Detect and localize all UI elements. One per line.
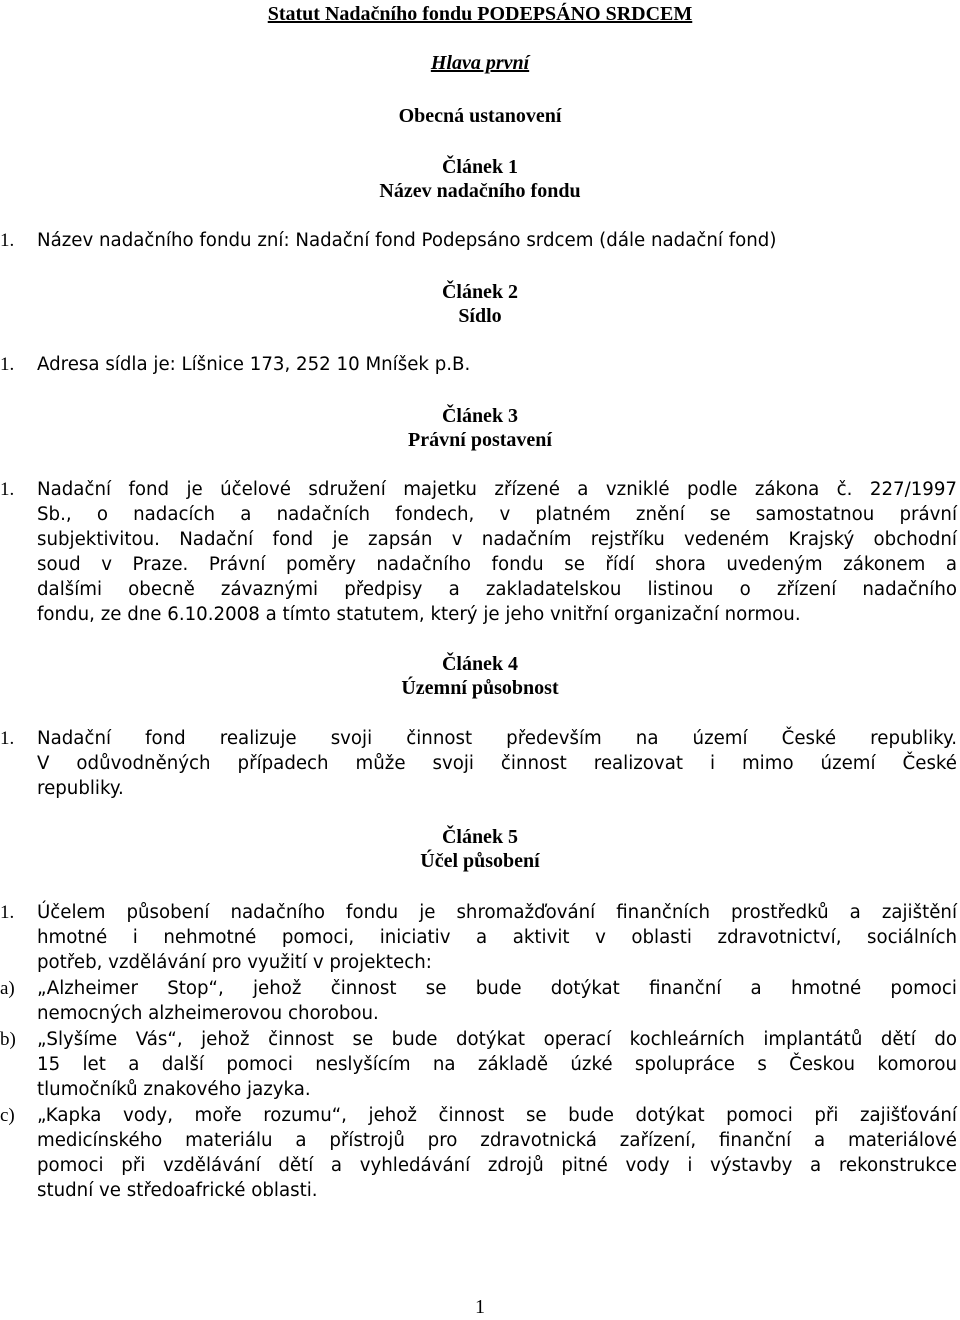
- article-2-heading: Sídlo: [458, 305, 502, 327]
- list-marker-b: b): [0, 1029, 16, 1050]
- article-2-text: Adresa sídla je: Líšnice 173, 252 10 Mníšek p.B.: [37, 354, 471, 375]
- article-3-line: fondu, ze dne 6.10.2008 a tímto statutem, který je jeho vnitřní organizační normou.: [37, 604, 801, 625]
- list-item-b-line: 15 let a další pomoci neslyšícím na základě úzké spolupráce s Českou komorou: [37, 1054, 957, 1075]
- article-2-label: Článek 2: [441, 281, 519, 303]
- article-5-line: hmotné i nehmotné pomoci, iniciativ a aktivit v oblasti zdravotnictví, sociálních: [37, 927, 957, 948]
- page-number: 1: [475, 1296, 485, 1318]
- article-5-heading: Účel působení: [420, 850, 540, 872]
- article-3-line: dalšími obecně závaznými předpisy a zakladatelskou listinou o zřízení nadačního: [37, 579, 957, 600]
- article-4-line: Nadační fond realizuje svoji činnost především na území České republiky.: [37, 728, 957, 749]
- part-heading: Hlava první: [430, 52, 530, 74]
- article-4-heading: Územní působnost: [401, 677, 559, 699]
- list-item-c-line: studní ve středoafrické oblasti.: [37, 1180, 318, 1201]
- list-marker-c: c): [0, 1105, 15, 1126]
- list-item-b-line: „Slyšíme Vás“, jehož činnost se bude dotýkat operací kochleárních implantátů dětí do: [37, 1029, 957, 1050]
- list-item-c-line: medicínského materiálu a přístrojů pro zdravotnická zařízení, finanční a materiálové: [37, 1130, 957, 1151]
- list-item-c-line: pomoci při vzdělávání dětí a vyhledávání zdrojů pitné vody i výstavby a rekonstrukce: [37, 1155, 957, 1176]
- list-marker-a: a): [0, 978, 15, 999]
- list-item-c-line: „Kapka vody, moře rozumu“, jehož činnost se bude dotýkat pomoci při zajišťování: [37, 1105, 957, 1126]
- article-5-line: potřeb, vzdělávání pro využití v projektech:: [37, 952, 432, 973]
- article-4-item-number: 1.: [0, 728, 15, 749]
- article-3-line: Sb., o nadacích a nadačních fondech, v platném znění se samostatnou právní: [37, 504, 957, 525]
- article-1-heading: Název nadačního fondu: [379, 180, 581, 202]
- article-4-label: Článek 4: [441, 653, 519, 675]
- article-3-line: Nadační fond je účelové sdružení majetku zřízené a vzniklé podle zákona č. 227/1997: [37, 479, 957, 500]
- article-5-item-number: 1.: [0, 902, 15, 923]
- article-3-label: Článek 3: [441, 405, 519, 427]
- list-item-b-line: tlumočníků znakového jazyka.: [37, 1079, 311, 1100]
- article-3-line: subjektivitou. Nadační fond je zapsán v nadačním rejstříku vedeném Krajský obchodní: [37, 529, 957, 550]
- list-item-a-line: „Alzheimer Stop“, jehož činnost se bude dotýkat finanční a hmotné pomoci: [37, 978, 957, 999]
- document-title: Statut Nadačního fondu PODEPSÁNO SRDCEM: [267, 3, 693, 25]
- article-3-item-number: 1.: [0, 479, 15, 500]
- article-1-label: Článek 1: [441, 156, 519, 178]
- article-2-item-number: 1.: [0, 354, 15, 375]
- article-5-line: Účelem působení nadačního fondu je shromažďování finančních prostředků a zajištění: [37, 902, 957, 923]
- article-3-heading: Právní postavení: [408, 429, 552, 451]
- article-5-label: Článek 5: [441, 826, 519, 848]
- list-item-a-line: nemocných alzheimerovou chorobou.: [37, 1003, 379, 1024]
- article-3-line: soud v Praze. Právní poměry nadačního fondu se řídí shora uvedeným zákonem a: [37, 554, 957, 575]
- section-heading: Obecná ustanovení: [398, 105, 562, 127]
- article-1-text: Název nadačního fondu zní: Nadační fond Podepsáno srdcem (dále nadační fond): [37, 230, 777, 251]
- article-1-item-number: 1.: [0, 230, 15, 251]
- article-4-line: V odůvodněných případech může svoji činnost realizovat i mimo území České: [37, 753, 957, 774]
- article-4-line: republiky.: [37, 778, 124, 799]
